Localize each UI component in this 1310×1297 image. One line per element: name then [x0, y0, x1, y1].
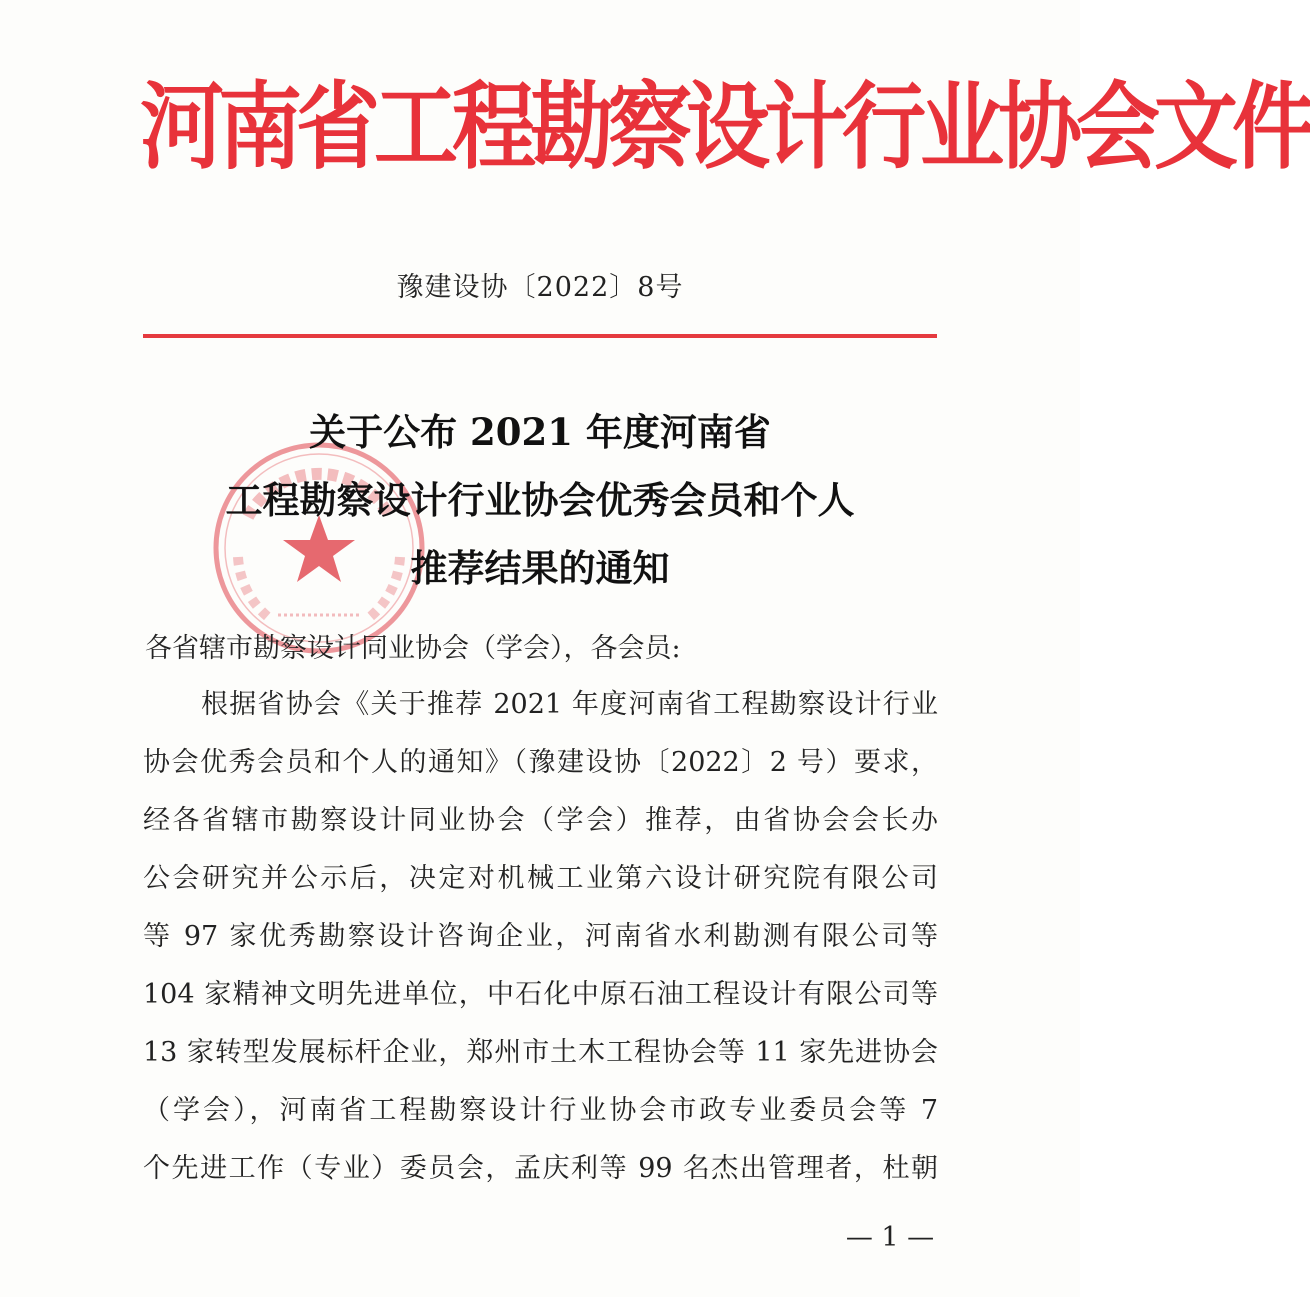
page-number: — 1 — — [845, 1222, 935, 1253]
notice-title-line-1: 关于公布 2021 年度河南省 — [309, 410, 771, 454]
body-paragraph — [143, 683, 938, 1205]
notice-title-line-3: 推荐结果的通知 — [410, 546, 670, 590]
notice-title-line-2: 工程勘察设计行业协会优秀会员和个人 — [225, 478, 855, 522]
document-masthead: 河南省工程勘察设计行业协会文件 — [140, 72, 1310, 182]
notice-title — [140, 398, 940, 602]
body-line: 公会研究并公示后，决定对机械工业第六设计研究院有限公司 — [143, 863, 938, 894]
red-divider-line — [143, 334, 937, 338]
body-line: 根据省协会《关于推荐 2021 年度河南省工程勘察设计行业 — [201, 689, 938, 720]
body-line: 104 家精神文明先进单位，中石化中原石油工程设计有限公司等 — [143, 979, 938, 1010]
body-line: 等 97 家优秀勘察设计咨询企业，河南省水利勘测有限公司等 — [143, 921, 938, 952]
body-line: （学会），河南省工程勘察设计行业协会市政专业委员会等 7 — [143, 1095, 938, 1126]
body-line: 13 家转型发展标杆企业，郑州市土木工程协会等 11 家先进协会 — [143, 1037, 938, 1068]
body-line: 协会优秀会员和个人的通知》（豫建设协〔2022〕2 号）要求， — [143, 747, 938, 778]
document-number: 豫建设协〔2022〕8号 — [396, 272, 684, 303]
salutation: 各省辖市勘察设计同业协会（学会），各会员: — [145, 633, 681, 664]
body-line: 个先进工作（专业）委员会，孟庆利等 99 名杰出管理者，杜朝 — [143, 1153, 938, 1184]
body-line: 经各省辖市勘察设计同业协会（学会）推荐，由省协会会长办 — [143, 805, 938, 836]
